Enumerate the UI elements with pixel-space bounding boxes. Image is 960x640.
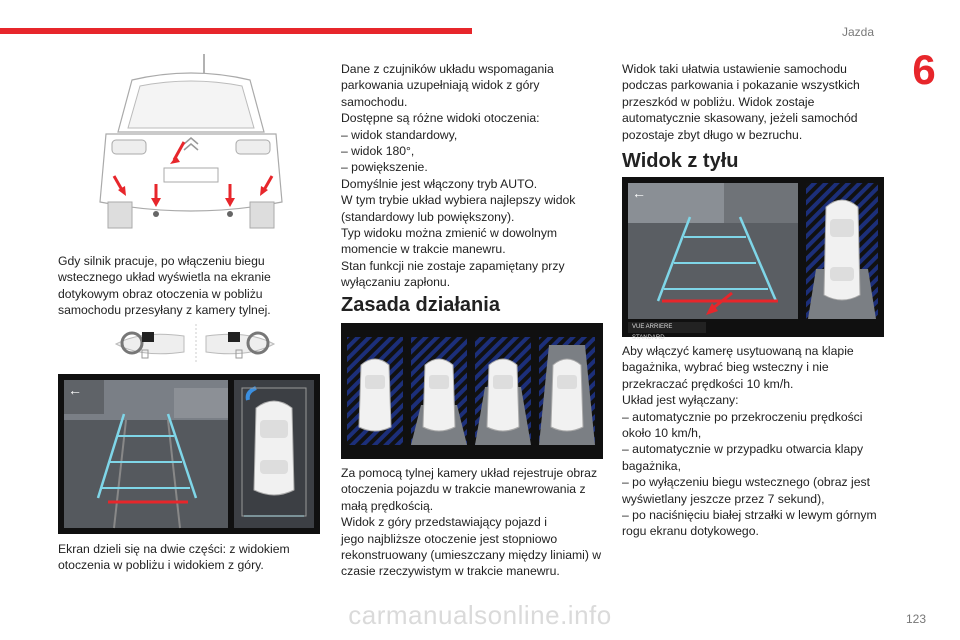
text-line: dotykowym obraz otoczenia w pobliżu <box>58 286 263 301</box>
text-line: rogu ekranu dotykowego. <box>622 524 759 539</box>
text-line: bagażnika, <box>622 458 681 473</box>
text-line: Domyślnie jest włączony tryb AUTO. <box>341 176 538 191</box>
steering-wheel-icons <box>112 322 278 366</box>
text-line: Gdy silnik pracuje, po włączeniu biegu <box>58 254 265 268</box>
text-line: Dostępne są różne widoki otoczenia: <box>341 111 540 126</box>
top-view <box>234 380 314 528</box>
text-line: Ekran dzieli się na dwie części: z widokiem <box>58 542 290 556</box>
text-line: Widok taki ułatwia ustawienie samochodu <box>622 62 847 76</box>
col1-paragraph-2 <box>58 541 320 574</box>
view-mode-label: VUE ARRIERE STANDARD <box>628 322 706 333</box>
operation-figure <box>341 323 603 459</box>
text-line: około 10 km/h, <box>622 426 702 441</box>
text-line: samochodu. <box>341 94 408 109</box>
text-line: – po wyłączeniu biegu wstecznego (obraz jest <box>622 475 870 490</box>
page-number: 123 <box>905 612 926 626</box>
section-title: Jazda <box>841 25 874 39</box>
text-line: wyłączaniu zapłonu. <box>341 275 451 290</box>
text-line: samochodu przesyłany z kamery tylnej. <box>58 303 271 318</box>
header-red-bar <box>0 28 472 34</box>
text-line: małą prędkością. <box>341 498 434 513</box>
text-line: momencie w trakcie manewru. <box>341 242 506 257</box>
text-line: Typ widoku można zmienić w dowolnym <box>341 226 558 241</box>
text-line: – widok standardowy, <box>341 127 458 142</box>
text-line: Za pomocą tylnej kamery układ rejestruje obraz <box>341 466 598 480</box>
top-view <box>806 183 878 319</box>
text-line: Układ jest wyłączany: <box>622 393 739 408</box>
text-line: bagażnika, wybrać bieg wsteczny i nie <box>622 360 829 375</box>
text-line: parkowania uzupełniają widok z góry <box>341 78 540 93</box>
text-line: otoczenia w pobliżu i widokiem z góry. <box>58 558 264 573</box>
back-arrow-icon[interactable]: ← <box>68 382 82 398</box>
text-line: pozostaje zbyt długo w bezruchu. <box>622 127 803 142</box>
text-line: – powiększenie. <box>341 160 428 175</box>
section-heading-rear-view: Widok z tyłu <box>622 150 739 172</box>
camera-view <box>628 183 798 319</box>
car-rear-illustration <box>92 52 290 230</box>
text-line: W tym trybie układ wybiera najlepszy widok <box>341 193 576 208</box>
col3-paragraph-2 <box>622 343 888 540</box>
text-line: Stan funkcji nie zostaje zapamiętany przy <box>341 258 565 273</box>
back-arrow-icon[interactable]: ← <box>632 185 646 201</box>
text-line: przekraczać prędkości 10 km/h. <box>622 376 794 391</box>
col3-paragraph-1 <box>622 61 884 143</box>
text-line: przeszkód w pobliżu. Widok zostaje <box>622 94 815 109</box>
rear-view-figure <box>622 177 884 341</box>
text-line: Aby włączyć kamerę usytuowaną na klapie <box>622 344 854 358</box>
text-line: – po naciśnięciu białej strzałki w lewym górnym <box>622 508 877 523</box>
text-line: Widok z góry przedstawiający pojazd i <box>341 515 547 530</box>
text-line: Dane z czujników układu wspomagania <box>341 62 554 76</box>
text-line: wyświetlany jeszcze przez 7 sekund), <box>622 491 825 506</box>
split-screen-figure <box>58 374 320 534</box>
text-line: rekonstruowany (umieszczany między liniami) w <box>341 548 602 563</box>
text-line: podczas parkowania i pokazanie wszystkich <box>622 78 860 93</box>
text-line: wstecznego układ wyświetla na ekranie <box>58 270 271 285</box>
text-line: czasie rzeczywistym w trakcie manewru. <box>341 564 560 579</box>
text-line: automatycznie skasowany, jeżeli samochód <box>622 111 858 126</box>
camera-view <box>64 380 228 528</box>
text-line: – automatycznie w przypadku otwarcia klapy <box>622 442 864 457</box>
col2-paragraph-1 <box>341 61 603 291</box>
text-line: otoczenia pojazdu w trakcie manewrowania z <box>341 482 586 497</box>
chapter-number: 6 <box>912 46 936 93</box>
watermark: carmanualsonline.info <box>348 600 612 630</box>
col2-paragraph-2 <box>341 465 603 580</box>
section-heading-principle: Zasada działania <box>341 294 500 316</box>
text-line: – automatycznie po przekroczeniu prędkości <box>622 409 863 424</box>
text-line: jego najbliższe otoczenie jest stopniowo <box>341 531 558 546</box>
text-line: – widok 180°, <box>341 144 415 159</box>
col1-paragraph-1 <box>58 253 298 319</box>
text-line: (standardowy lub powiększony). <box>341 209 515 224</box>
